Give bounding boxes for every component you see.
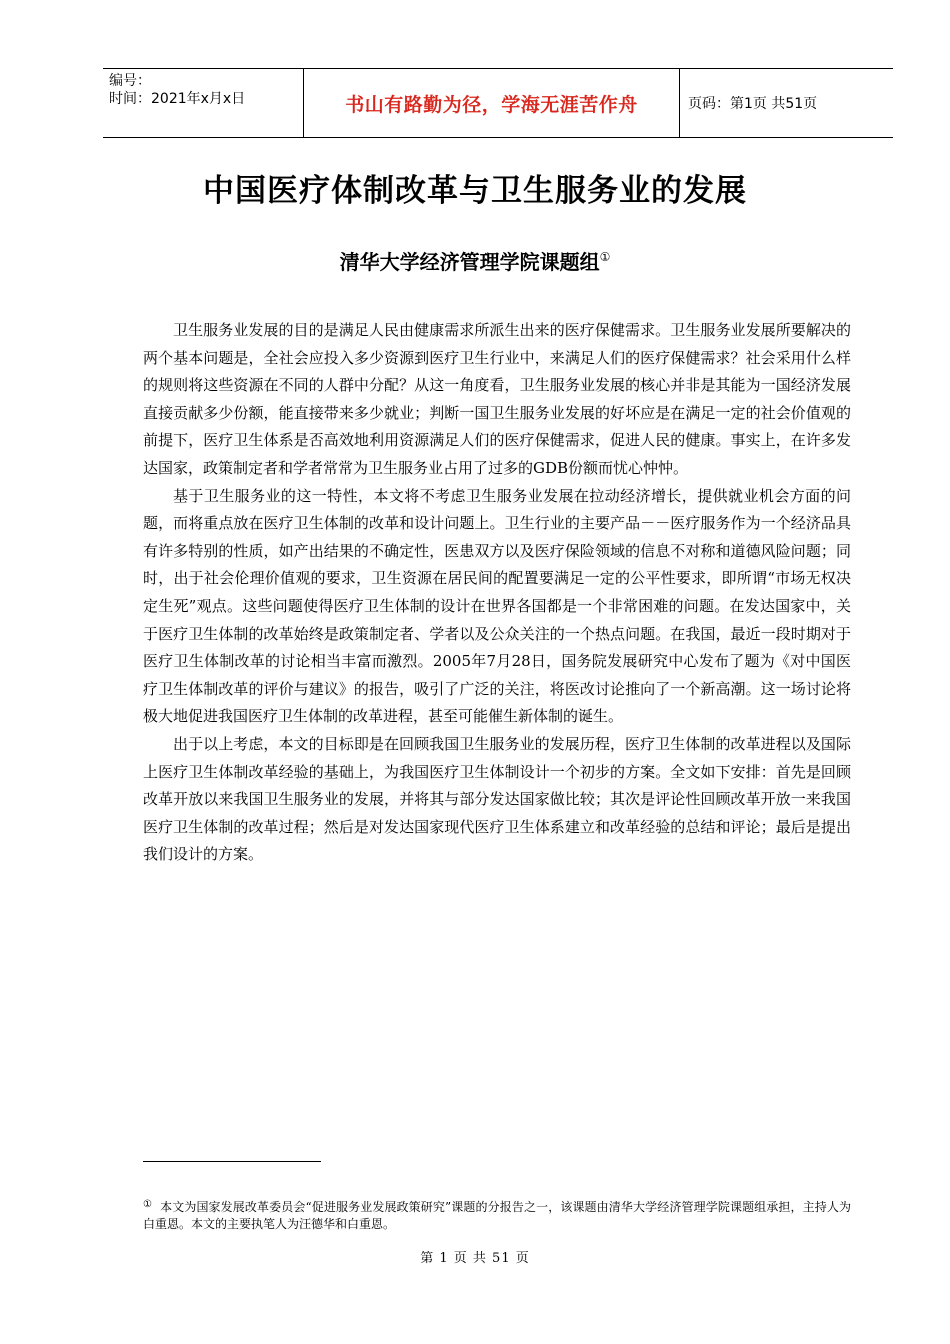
footnote-separator bbox=[143, 1161, 321, 1162]
footnote-mark: ① bbox=[143, 1199, 153, 1210]
footnote-reference: ① bbox=[599, 250, 611, 264]
document-subtitle bbox=[0, 246, 950, 275]
author-group: 清华大学经济管理学院课题组 bbox=[339, 250, 600, 274]
time-label: 时间：2021年x月x日 bbox=[109, 91, 246, 107]
body-paragraph: 基于卫生服务业的这一特性，本文将不考虑卫生服务业发展在拉动经济增长，提供就业机会方面的问题，而将重点放在医疗卫生体制的改革和设计问题上。卫生行业的主要产品－－医疗服务作为一个经济品具有许多特别的性质，如产出结果的不确定性，医患双方以及医疗保险领域的信息不对称和道德风险问题；同时，出于社会伦理价值观的要求，卫生资源在居民间的配置要满足一定的公平性要求，即所谓“市场无权决定生死”观点。这些问题使得医疗卫生体制的设计在世界各国都是一个非常困难的问题。在发达国家中，关于医疗卫生体制的改革始终是政策制定者、学者以及公众关注的一个热点问题。在我国，最近一段时期对于医疗卫生体制改革的讨论相当丰富而激烈。2005年7月28日，国务院发展研究中心发布了题为《对中国医疗卫生体制改革的评价与建议》的报告，吸引了广泛的关注，将医改讨论推向了一个新高潮。这一场讨论将极大地促进我国医疗卫生体制的改革进程，甚至可能催生新体制的诞生。 bbox=[143, 486, 851, 726]
document-title: 中国医疗体制改革与卫生服务业的发展 bbox=[203, 173, 747, 209]
body-paragraph: 卫生服务业发展的目的是满足人民由健康需求所派生出来的医疗保健需求。卫生服务业发展所要解决的两个基本问题是，全社会应投入多少资源到医疗卫生行业中，来满足人们的医疗保健需求？社会采用什么样的规则将这些资源在不同的人群中分配？从这一角度看，卫生服务业发展的核心并非是其能为一国经济发展直接贡献多少份额，能直接带来多少就业；判断一国卫生服务业发展的好坏应是在满足一定的社会价值观的前提下，医疗卫生体系是否高效地利用资源满足人们的医疗保健需求，促进人民的健康。事实上，在许多发达国家，政策制定者和学者常常为卫生服务业占用了过多的GDB份额而忧心忡忡。 bbox=[143, 321, 851, 477]
number-label: 编号： bbox=[109, 73, 151, 89]
header-motto: 书山有路勤为径，学海无涯苦作舟 bbox=[304, 69, 680, 137]
header-meta bbox=[103, 69, 304, 137]
document-body bbox=[143, 317, 851, 869]
footnote bbox=[143, 1196, 851, 1233]
body-paragraph: 出于以上考虑，本文的目标即是在回顾我国卫生服务业的发展历程，医疗卫生体制的改革进程以及国际上医疗卫生体制改革经验的基础上，为我国医疗卫生体制设计一个初步的方案。全文如下安排：首先是回顾改革开放以来我国卫生服务业的发展，并将其与部分发达国家做比较；其次是评论性回顾改革开放一来我国医疗卫生体制的改革过程；然后是对发达国家现代医疗卫生体系建立和改革经验的总结和评论；最后是提出我们设计的方案。 bbox=[143, 734, 851, 864]
header-page-info: 页码：第1页 共51页 bbox=[688, 96, 818, 112]
footnote-text: 本文为国家发展改革委员会“促进服务业发展政策研究”课题的分报告之一，该课题由清华大学经济管理学院课题组承担，主持人为白重恩。本文的主要执笔人为汪德华和白重恩。 bbox=[143, 1200, 852, 1231]
document-header bbox=[103, 68, 893, 138]
page-number: 第 1 页 共 51 页 bbox=[420, 1251, 530, 1266]
